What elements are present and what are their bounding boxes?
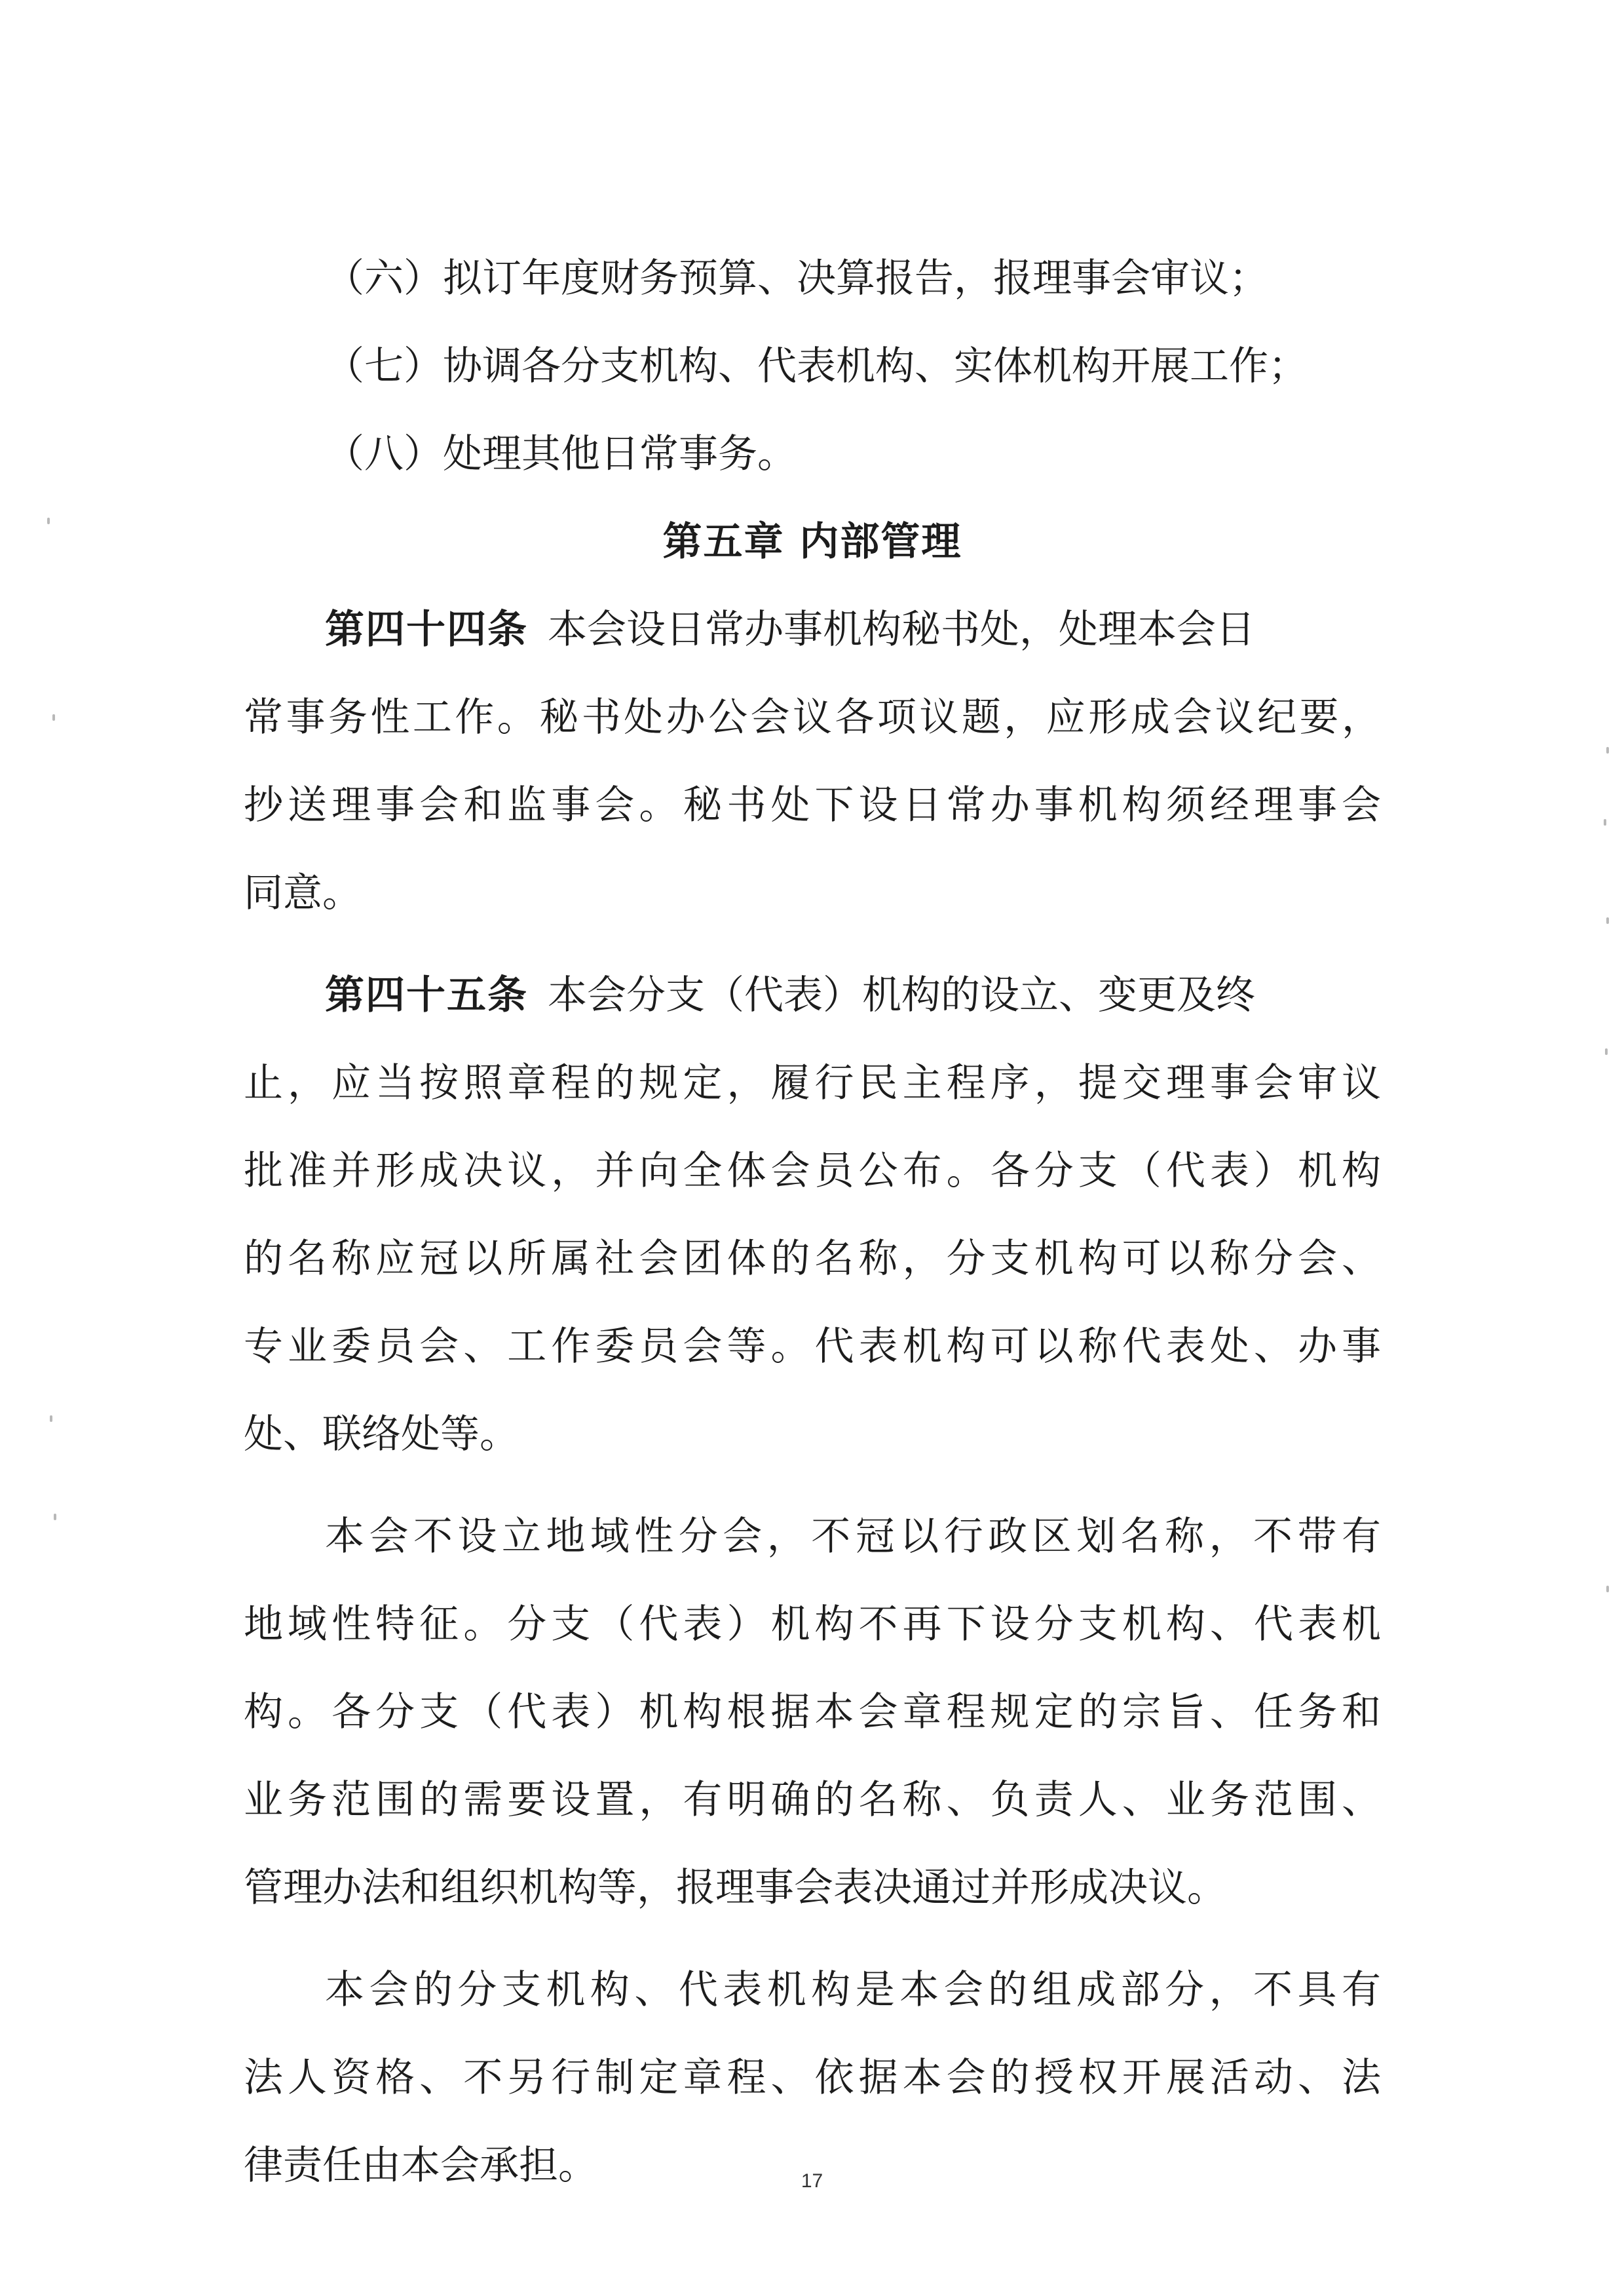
article-45 [244, 951, 1381, 1478]
article-45-line: 的名称应冠以所属社会团体的名称，分支机构可以称分会、 [244, 1236, 1381, 1282]
scan-speck [54, 1514, 56, 1520]
paragraph-line: 本会不设立地域性分会，不冠以行政区划名称，不带有 [325, 1514, 1381, 1559]
article-44 [244, 586, 1381, 937]
scan-speck [1606, 747, 1609, 754]
scan-speck [1605, 1048, 1608, 1055]
document-body [244, 235, 1381, 2210]
paragraph-line: 业务范围的需要设置，有明确的名称、负责人、业务范围、 [244, 1777, 1381, 1823]
scan-speck [47, 518, 50, 524]
article-44-number: 第四十四条 [325, 607, 528, 653]
paragraph-line: 地域性特征。分支（代表）机构不再下设分支机构、代表机 [244, 1601, 1381, 1647]
article-44-first-line [244, 586, 1381, 674]
article-45-line: 本会分支（代表）机构的设立、变更及终 [548, 972, 1255, 1018]
paragraph-line: 管理办法和组织机构等，报理事会表决通过并形成决议。 [244, 1865, 1226, 1911]
chapter-title: 第五章 内部管理 [662, 519, 962, 565]
scan-speck [52, 714, 55, 721]
scan-speck [1606, 1586, 1609, 1592]
paragraph-regional-branches [244, 1493, 1381, 1932]
article-44-line: 本会设日常办事机构秘书处，处理本会日 [548, 607, 1255, 653]
paragraph-line: 本会的分支机构、代表机构是本会的组成部分，不具有 [325, 1967, 1381, 2013]
list-item-6: （六）拟订年度财务预算、决算报告，报理事会审议； [325, 256, 1268, 301]
article-45-line: 批准并形成决议，并向全体会员公布。各分支（代表）机构 [244, 1148, 1381, 1194]
paragraph-line: 构。各分支（代表）机构根据本会章程规定的宗旨、任务和 [244, 1689, 1381, 1735]
article-45-line: 专业委员会、工作委员会等。代表机构可以称代表处、办事 [244, 1324, 1381, 1369]
article-44-line: 常事务性工作。秘书处办公会议各项议题，应形成会议纪要， [244, 695, 1381, 740]
article-45-number: 第四十五条 [325, 972, 528, 1018]
article-44-line: 抄送理事会和监事会。秘书处下设日常办事机构须经理事会 [244, 782, 1381, 828]
paragraph-line: 法人资格、不另行制定章程、依据本会的授权开展活动、法 [244, 2055, 1381, 2101]
list-item-7: （七）协调各分支机构、代表机构、实体机构开展工作； [325, 343, 1308, 389]
scan-speck [1604, 819, 1606, 826]
scan-speck [1606, 917, 1609, 924]
paragraph-line: 律责任由本会承担。 [244, 2143, 597, 2189]
article-45-line: 止，应当按照章程的规定，履行民主程序，提交理事会审议 [244, 1060, 1381, 1106]
scan-speck [50, 1415, 52, 1422]
article-45-line: 处、联络处等。 [244, 1411, 519, 1457]
list-item-8: （八）处理其他日常事务。 [325, 431, 797, 477]
article-44-line: 同意。 [244, 870, 362, 916]
page-number: 17 [801, 2170, 823, 2192]
article-45-first-line [244, 951, 1381, 1039]
